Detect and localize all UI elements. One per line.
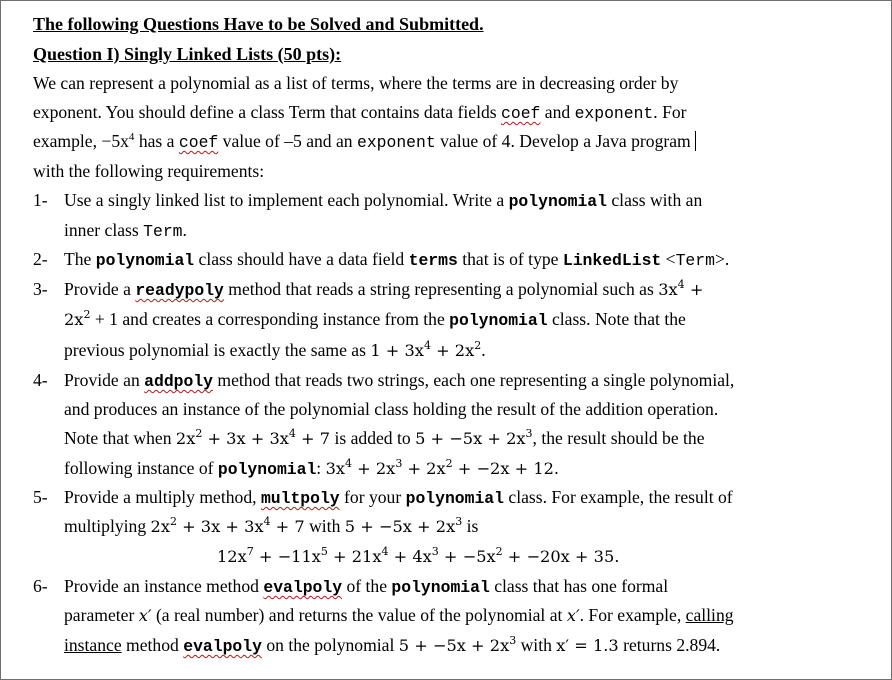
item-3-cont-2: previous polynomial is exactly the same as $1 + 3x^4 + 2x^2$. [64,339,486,360]
code-evalpoly: evalpoly [263,578,343,597]
code-evalpoly-2: evalpoly [183,637,262,656]
intro-line-3: example, $-5x^4$ has a coef value of –5 and an exponent value of 4. Develop a Java program [33,129,696,155]
item-5-cont-1: multiplying $2x^2 + 3x + 3x^4 + 7$ with $5 + -5x + 2x^3$ is [64,515,479,536]
item-4-cont-3: following instance of polynomial: $3x^4 + 2x^3 + 2x^2 + -2x + 12$. [64,457,560,479]
heading: The following Questions Have to be Solved and Submitted. [33,14,484,34]
intro-line-2: exponent. You should define a class Term that contains data fields coef and exponent. For [33,102,687,123]
document-page: The following Questions Have to be Solved and Submitted. Question I) Singly Linked Lists (50 pts): We can represent a polynomial as a list of terms, where the terms are in decreasing order by exponent. You should define a class Term that contains data fields coef and exponent. For example, $-5x^4$ has a coef value of –5 and an exponent value of 4. Develop a Java program with the following requirements: 1- Use a singly linked list to implement each polynomial. Write a polynomial class with an inner class Term. 2- The polynomial class should have a data field terms that is of type LinkedList <Term>. 3- Provide a readypoly method that reads a string representing a polynomial such as $3x^4$ + $2x^2 + 1$ and creates a corresponding instance from the polynomial class. Note that the previous polynomial is exactly the same as $1 + 3x^4 + 2x^2$. 4- Provide an addpoly method that reads two strings, each one representing a single polynomial, and produces an instance of the polynomial class holding the result of the addition operation. Note that when $2x^2 + 3x + 3x^4 + 7$ is added to $5 + -5x + 2x^3$, the result should be the following instance of polynomial: $3x^4 + 2x^3 + 2x^2 + -2x + 12$. 5- Provide a multiply method, multpoly for your polynomial class. For example, the result of multiplying $2x^2 + 3x + 3x^4 + 7$ with $5 + -5x + 2x^3$ is $12x^7 + -11x^5 + 21x^4 + 4x^3 + -5x^2 + -20x + 35$. 6- Provide an instance method evalpoly of the polynomial class that has one formal parameter x′ (a real number) and returns the value of the polynomial at x′. For example, calling instance method evalpoly on the polynomial $5 + -5x + 2x^3$ with x′ = 1.3 returns 2.894. [0,0,892,680]
intro-line-4: with the following requirements: [33,161,265,181]
code-addpoly: addpoly [144,372,213,391]
code-coef: coef [501,104,541,123]
item-5-result: $12x^7 + -11x^5 + 21x^4 + 4x^3 + -5x^2 + -20x + 35$. [217,545,620,566]
code-multpoly: multpoly [260,489,340,508]
item-6-cont-2: instance method evalpoly on the polynomial $5 + -5x + 2x^3$ with x′ = 1.3 returns 2.894. [64,634,721,656]
text-cursor [695,131,696,151]
code-exponent-2: exponent [357,133,436,152]
item-4-cont-2: Note that when $2x^2 + 3x + 3x^4 + 7$ is added to $5 + -5x + 2x^3$, the result should be the [64,427,705,448]
code-coef-2: coef [178,133,219,152]
question-title: Question I) Singly Linked Lists (50 pts): [33,44,342,64]
item-6-cont-1: parameter x′ (a real number) and returns the value of the polynomial at x′. For example, calling [64,605,734,625]
underlined-instance: instance [64,635,122,655]
code-exponent: exponent [574,104,654,123]
intro-line-1: We can represent a polynomial as a list of terms, where the terms are in decreasing order by [33,73,679,93]
underlined-calling: calling [685,605,734,625]
code-readypoly: readypoly [135,281,224,300]
item-1-cont: inner class Term. [64,220,187,241]
item-4-cont-1: and produces an instance of the polynomial class holding the result of the addition operation. [64,399,719,419]
item-3-cont-1: $2x^2 + 1$ and creates a corresponding instance from the polynomial class. Note that the [64,308,686,330]
